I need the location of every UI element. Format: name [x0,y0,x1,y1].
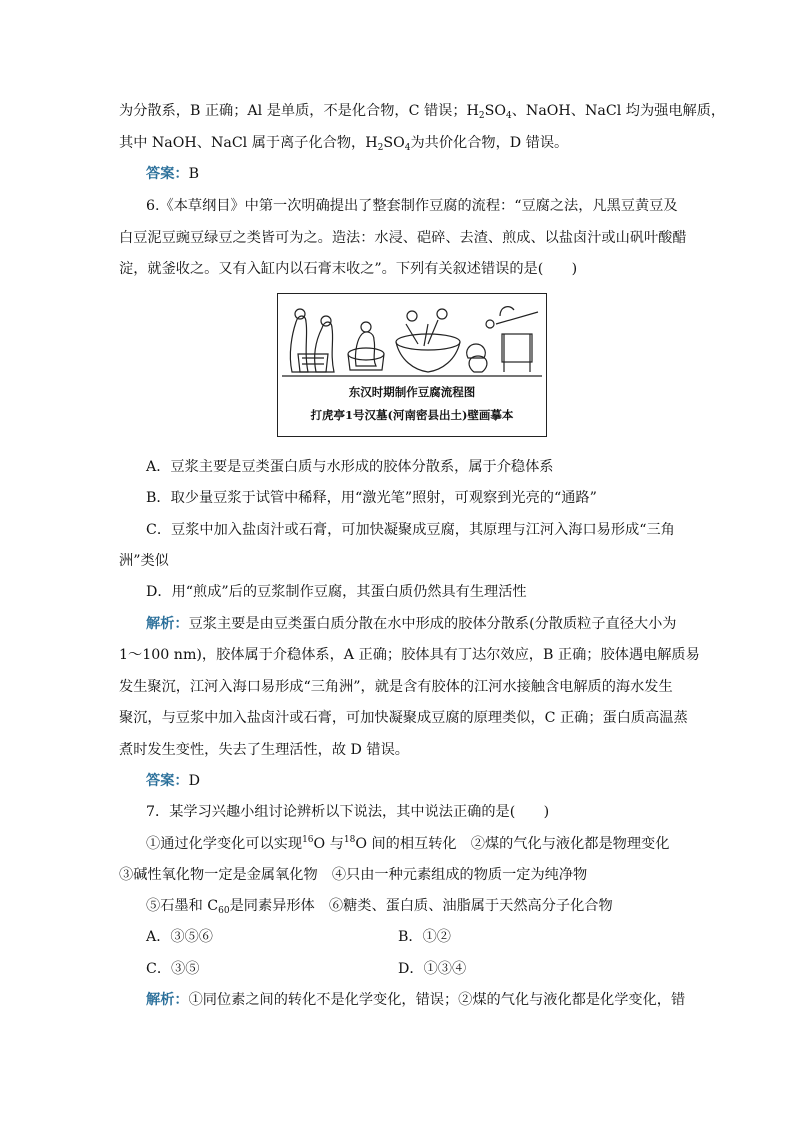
q7-analysis-1 [146,990,685,1010]
q6-analysis-2: 1～100 nm)，胶体属于介稳体系，A 正确；胶体具有丁达尔效应，B 正确；胶体遇电解质易 [119,647,700,663]
text: 豆浆主要是由豆类蛋白质分散在水中形成的胶体分散系(分散质粒子直径大小为 [188,616,677,632]
q7-option-d: D．①③④ [398,961,467,977]
answer-label: 答案： [146,773,189,789]
text: O 间的相互转化 ②煤的气化与液化都是物理变化 [355,836,670,852]
text: 其中 NaOH、NaCl 属于离子化合物，H [119,135,378,151]
subscript: 2 [377,143,384,153]
superscript: 18 [343,835,356,845]
q6-option-d: D．用“煎成”后的豆浆制作豆腐，其蛋白质仍然具有生理活性 [146,584,527,600]
q6-option-b: B．取少量豆浆于试管中稀释，用“激光笔”照射，可观察到光亮的“通路” [146,490,597,506]
q6-option-c-1: C．豆浆中加入盐卤汁或石膏，可加快凝聚成豆腐，其原理与江河入海口易形成“三角 [146,522,675,538]
subscript: 4 [404,143,411,153]
text: O 与 [313,836,344,852]
q6-answer [146,771,200,791]
analysis-label: 解析： [146,992,189,1008]
answer-value: B [188,166,200,182]
figure-caption-title: 东汉时期制作豆腐流程图 [348,385,476,399]
subscript: 4 [506,111,512,121]
figure-caption-source: 打虎亭1号汉墓(河南密县出土)壁画摹本 [310,408,514,422]
q7-option-b: B．①② [398,929,451,945]
q6-option-c-2: 洲”类似 [119,553,169,569]
q6-stem-2: 白豆泥豆豌豆绿豆之类皆可为之。造法：水浸、硙碎、去渣、煎成、以盐卤汁或山矾叶酸醋 [119,230,687,246]
text: 是同素异形体 ⑥糖类、蛋白质、油脂属于天然高分子化合物 [229,898,613,914]
tofu-mural-figure [277,293,547,437]
prev-line-2 [119,133,568,155]
q6-stem-1: 6.《本草纲目》中第一次明确提出了整套制作豆腐的流程：“豆腐之法，凡黑豆黄豆及 [146,198,678,214]
q7-stem: 7．某学习兴趣小组讨论辨析以下说法，其中说法正确的是( ) [146,804,550,820]
q7-option-c: C．③⑤ [146,961,200,977]
prev-answer [146,164,199,184]
text: SO [484,103,506,119]
prev-line-1 [119,101,725,123]
q6-analysis-1 [146,614,677,634]
q7-option-a: A．③⑤⑥ [146,929,213,945]
superscript: 16 [302,835,314,845]
text: ⑤石墨和 C [146,898,219,914]
q6-option-a: A．豆浆主要是豆类蛋白质与水形成的胶体分散系，属于介稳体系 [146,459,554,475]
answer-value: D [188,773,200,789]
text: ①同位素之间的转化不是化学变化，错误；②煤的气化与液化都是化学变化，错 [188,992,686,1008]
answer-label: 答案： [146,166,189,182]
q6-analysis-4: 聚沉，与豆浆中加入盐卤汁或石膏，可加快凝聚成豆腐的原理类似，C 正确；蛋白质高温蒸 [119,710,688,726]
analysis-label: 解析： [146,616,189,632]
q7-statement-3 [146,896,613,918]
q7-statement-2: ③碱性氧化物一定是金属氧化物 ④只由一种元素组成的物质一定为纯净物 [119,867,588,883]
text: ①通过化学变化可以实现 [146,836,303,852]
q7-statement-1 [146,834,669,856]
subscript: 60 [218,906,230,916]
q6-stem-3: 淀，就釜收之。又有入缸内以石膏末收之”。下列有关叙述错误的是( ) [119,261,578,277]
text: SO [383,135,405,151]
subscript: 2 [478,111,485,121]
text: 、NaOH、NaCl 均为强电解质， [511,103,726,119]
q6-analysis-5: 煮时发生变性，失去了生理活性，故 D 错误。 [119,742,409,758]
q6-analysis-3: 发生聚沉，江河入海口易形成“三角洲”，就是含有胶体的江河水接触含电解质的海水发生 [119,679,673,695]
text: 为共价化合物，D 错误。 [410,135,569,151]
text: 为分散系，B 正确；Al 是单质，不是化合物，C 错误；H [119,103,479,119]
